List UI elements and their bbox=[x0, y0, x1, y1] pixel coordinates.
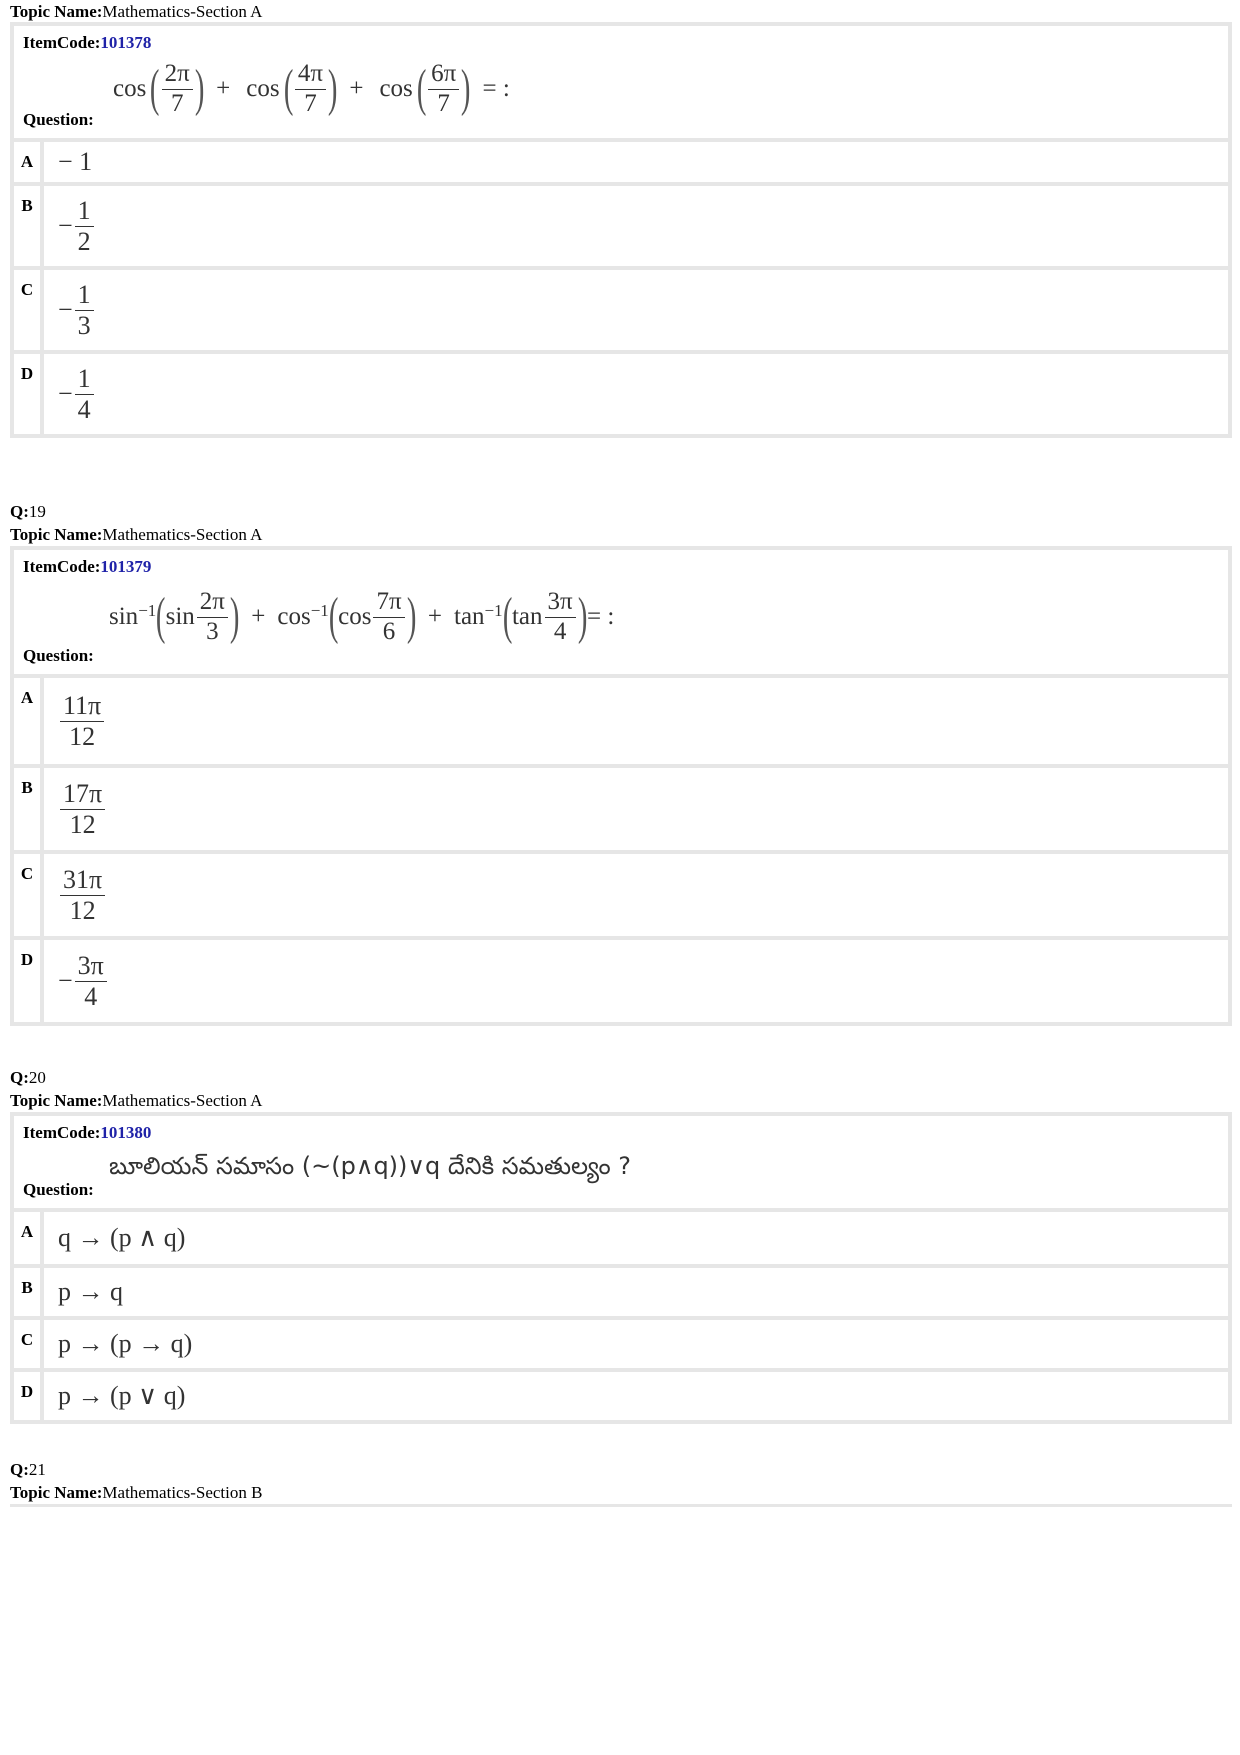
question-number: Q:20 bbox=[10, 1068, 46, 1087]
item-code: ItemCode:101379 bbox=[23, 557, 152, 576]
item-code: ItemCode:101378 bbox=[23, 33, 152, 52]
question-header bbox=[14, 26, 1228, 142]
topic-line: Topic Name:Mathematics-Section B bbox=[10, 1483, 263, 1502]
option-a[interactable]: A $\frac{11\pi}{12}$ bbox=[14, 678, 1228, 764]
topic-line: Topic Name:Mathematics-Section A bbox=[10, 525, 263, 544]
topic-line: Topic Name:Mathematics-Section A bbox=[10, 2, 263, 21]
section-divider bbox=[10, 1504, 1232, 1507]
question-number: Q:19 bbox=[10, 502, 46, 521]
option-d[interactable]: D − $\frac{1}{4}$ bbox=[14, 350, 1228, 434]
option-d[interactable]: D p → (p ∨ q) bbox=[14, 1368, 1228, 1420]
question-math: cos ( $\frac{2\pi}{7}$ ) + cos ( $\frac{4\pi}{7}$ ) + cos ( $\frac{6\pi}{7}$ ) = : bbox=[113, 60, 510, 118]
option-a[interactable]: A q → (p ∧ q) bbox=[14, 1212, 1228, 1264]
question-header bbox=[14, 550, 1228, 678]
question-block-20 bbox=[10, 1112, 1232, 1424]
option-b[interactable]: B p → q bbox=[14, 1264, 1228, 1316]
option-d[interactable]: D − $\frac{3\pi}{4}$ bbox=[14, 936, 1228, 1022]
question-header bbox=[14, 1116, 1228, 1212]
option-b[interactable]: B $\frac{17\pi}{12}$ bbox=[14, 764, 1228, 850]
question-label: Question: bbox=[23, 110, 94, 129]
question-number: Q:21 bbox=[10, 1460, 46, 1479]
question-block-19 bbox=[10, 546, 1232, 1026]
question-label: Question: bbox=[23, 646, 94, 665]
question-label: Question: bbox=[23, 1180, 94, 1199]
option-a[interactable]: A − 1 bbox=[14, 142, 1228, 182]
option-c[interactable]: C − $\frac{1}{3}$ bbox=[14, 266, 1228, 350]
option-b[interactable]: B − $\frac{1}{2}$ bbox=[14, 182, 1228, 266]
item-code: ItemCode:101380 bbox=[23, 1123, 152, 1142]
question-math: sin −1 ( sin $\frac{2\pi}{3}$ ) + cos −1 ( cos $\frac{7\pi}{6}$ ) + tan −1 ( tan $\frac{3\pi}{4}$ ) = : bbox=[109, 588, 615, 646]
topic-line: Topic Name:Mathematics-Section A bbox=[10, 1091, 263, 1110]
option-c[interactable]: C p → (p → q) bbox=[14, 1316, 1228, 1368]
question-block-18 bbox=[10, 22, 1232, 438]
question-text: బూలియన్ సమాసం (~(p∧q))∨q దేనికి సమతుల్యం ? bbox=[109, 1152, 632, 1180]
option-c[interactable]: C $\frac{31\pi}{12}$ bbox=[14, 850, 1228, 936]
